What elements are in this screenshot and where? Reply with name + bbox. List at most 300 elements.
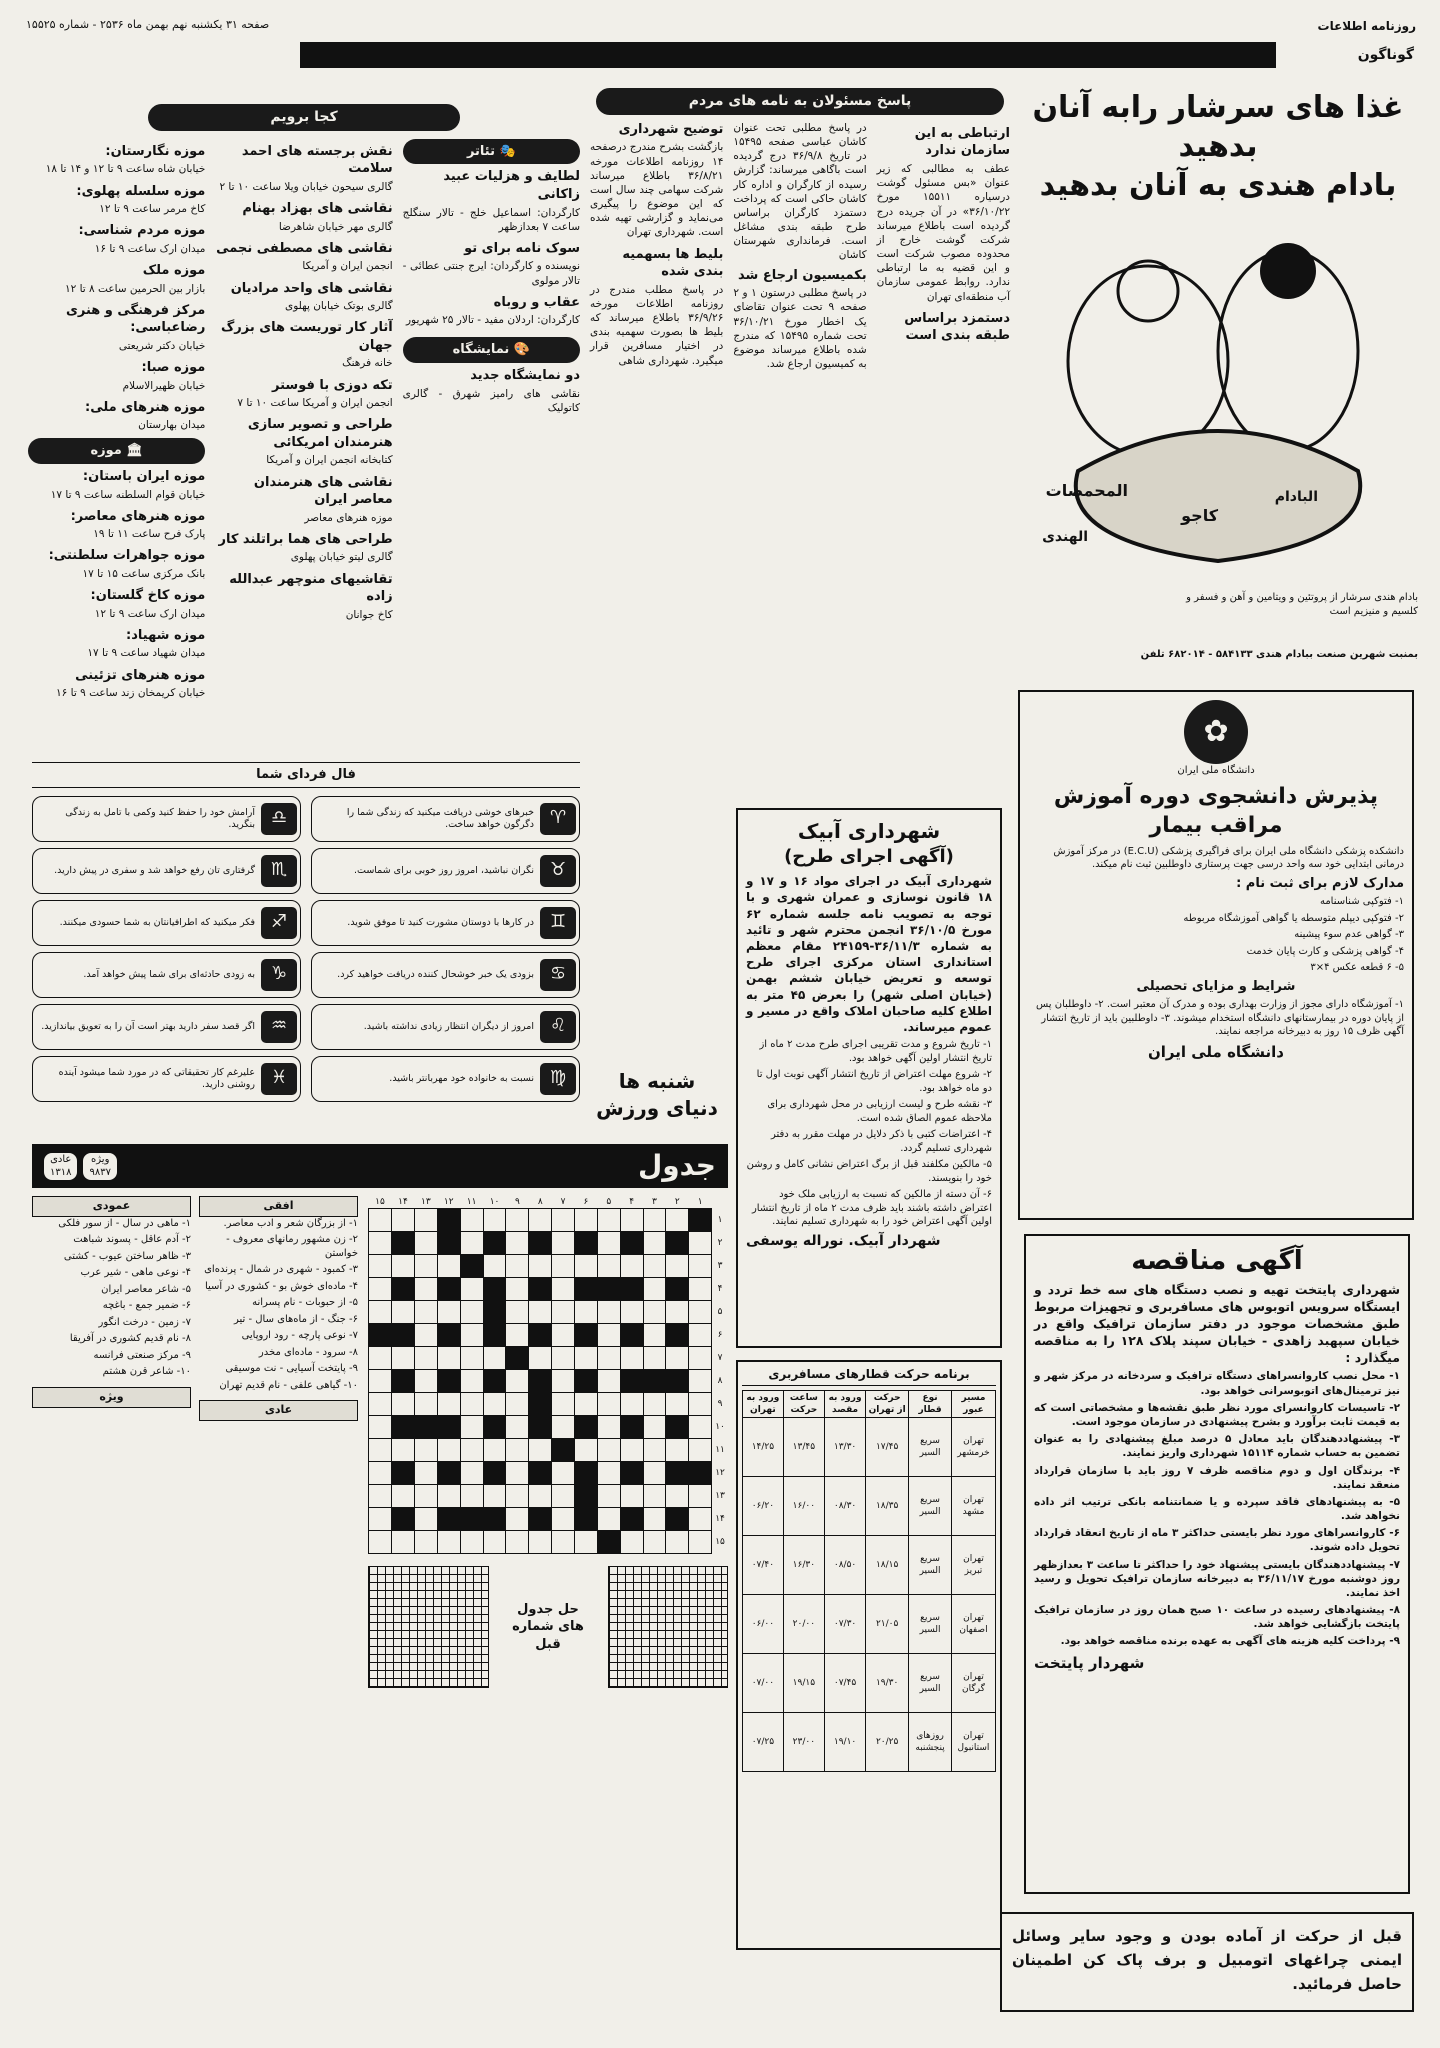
grid-cell[interactable] [620,1209,643,1232]
grid-cell[interactable] [552,1485,575,1508]
across-clue: ۱۰- گیاهی علفی - نام قدیم تهران [219,1379,358,1391]
train-column-header: نوع قطار [909,1391,952,1418]
grid-cell[interactable] [597,1209,620,1232]
gemini-icon: ♊ [540,907,576,939]
grid-cell[interactable] [689,1531,712,1554]
grid-cell[interactable] [666,1439,689,1462]
grid-cell[interactable] [620,1439,643,1462]
train-cell: ۱۸/۳۵ [866,1477,909,1536]
grid-cell[interactable] [597,1393,620,1416]
grid-cell[interactable] [666,1485,689,1508]
grid-cell[interactable] [620,1485,643,1508]
train-column-header: ورود به تهران [743,1391,784,1418]
grid-cell[interactable] [552,1462,575,1485]
train-cell: ۱۹/۱۵ [783,1654,824,1713]
grid-cell[interactable] [620,1531,643,1554]
across-label: افقی [199,1196,358,1217]
grid-cell[interactable] [575,1347,598,1370]
grid-black-cell [392,1278,415,1301]
grid-row-number: ۶ [717,1330,723,1341]
across-clue: ۴- ماده‌ای خوش بو - کشوری در آسیا [204,1280,358,1292]
grid-cell[interactable] [552,1370,575,1393]
grid-black-cell [483,1324,506,1347]
grid-cell[interactable] [643,1416,666,1439]
grid-cell[interactable] [414,1370,437,1393]
grid-cell[interactable] [643,1531,666,1554]
grid-cell[interactable] [414,1462,437,1485]
tender-item: ۶- کاروانسراهای مورد نظر بایستی حداکثر ۳ ماه از تاریخ انعقاد قرارداد تحویل داده شوند. [1034,1527,1400,1554]
grid-cell[interactable] [483,1393,506,1416]
grid-cell[interactable] [369,1508,392,1531]
grid-cell[interactable] [369,1232,392,1255]
grid-black-cell [620,1324,643,1347]
grid-cell[interactable] [643,1393,666,1416]
grid-cell[interactable] [597,1255,620,1278]
grid-cell[interactable] [689,1508,712,1531]
grid-cell[interactable] [552,1508,575,1531]
grid-cell[interactable] [643,1462,666,1485]
museum-label: 🏛 موزه [28,438,205,464]
tender-items [1034,1369,1400,1648]
grid-cell[interactable] [666,1301,689,1324]
grid-cell[interactable] [552,1232,575,1255]
train-cell: ۱۳/۳۰ [824,1418,865,1477]
train-schedule: برنامه حرکت قطارهای مسافربری مسیر عبور نوع قطار حرکت از تهران ورود به مقصد ساعت حرکت ورود به تهران تهران خرمشهر سریع السیر ۱۷/۴۵ ۱۳/۳۰ ۱۳/۴۵ ۱۴/۲۵ تهران مشهد سریع السیر ۱۸/۳۵ ۰۸/۳۰ ۱۶/۰۰ ۰۶/۲۰ تهران تبریز سریع السیر ۱۸/۱۵ ۰۸/۵۰ ۱۶/۳۰ ۰۷/۴۰ تهران اصفهان سریع السیر ۲۱/۰۵ ۰۷/۳۰ ۲۰/۰۰ ۰۶/۰۰ تهران گرگان سریع السیر ۱۹/۳۰ ۰۷/۴۵ ۱۹/۱۵ ۰۷/۰۰ تهران استانبول روزهای پنجشنبه ۲۰/۲۵ ۱۹/۱۰ ۲۳/۰۰ ۰۷/۲۵ [736,1360,1002,1950]
pisces-icon: ♓ [261,1063,297,1095]
train-cell: ۰۸/۳۰ [824,1477,865,1536]
grid-black-cell [575,1370,598,1393]
grid-cell[interactable] [689,1347,712,1370]
grid-cell[interactable] [529,1301,552,1324]
grid-black-cell [392,1232,415,1255]
train-cell: ۱۹/۱۰ [824,1713,865,1772]
tender-item: ۳- پیشنهاددهندگان باید معادل ۵ درصد مبلغ پیشنهادی را به عنوان تضمین به حساب شماره ۱۵۱۱۴ شهرداری واریز نمایند. [1034,1433,1400,1460]
train-cell: ۲۱/۰۵ [866,1595,909,1654]
almond-headline-1: غذا های سرشار رابه آنان بدهید [1032,90,1404,164]
grid-col-number: ۱۵ [375,1197,385,1207]
down-clue: ۸- نام قدیم کشوری در آفریقا [69,1333,191,1345]
bag-word-2: کاجو [1181,506,1218,525]
grid-cell[interactable] [506,1439,529,1462]
letters-section [590,88,1010,808]
grid-cell[interactable] [369,1416,392,1439]
grid-cell[interactable] [643,1324,666,1347]
grid-cell[interactable] [575,1531,598,1554]
grid-cell[interactable] [597,1347,620,1370]
whereto-col-museums: موزه نگارستان: خیابان شاه ساعت ۹ تا ۱۲ و ۱۴ تا ۱۸ موزه سلسله پهلوی: کاخ مرمر ساعت ۹ تا ۱۲ موزه مردم شناسی: میدان ارک ساعت ۹ تا ۱۶ موزه ملک بازار بین الحرمین ساعت ۸ تا ۱۲ مرکز فرهنگی و هنری رضاعباسی: خیابان دکتر شریعتی موزه صبا: خیابان ظهیرالاسلام موزه هنرهای ملی: میدان بهارستان 🏛 موزه موزه ایران باستان: خیابان قوام السلطنه ساعت ۹ تا ۱۷ موزه هنرهای معاصر: پارک فرح ساعت ۱۱ تا ۱۹ موزه جواهرات سلطنتی: بانک مرکزی ساعت ۱۵ تا ۱۷ موزه کاخ گلستان: میدان ارک ساعت ۹ تا ۱۲ موزه شهیاد: میدان شهیاد ساعت ۹ تا ۱۷ موزه هنرهای تزئینی خیابان کریمخان زند ساعت ۹ تا ۱۶ [28,139,205,706]
grid-row-number: ۱۵ [715,1537,725,1548]
palette-icon: 🎨 [513,342,531,358]
grid-cell[interactable] [483,1531,506,1554]
grid-cell[interactable] [483,1209,506,1232]
grid-cell[interactable] [552,1301,575,1324]
grid-cell[interactable] [597,1232,620,1255]
grid-cell[interactable] [369,1347,392,1370]
grid-cell[interactable] [552,1255,575,1278]
grid-cell[interactable] [483,1347,506,1370]
crossword-header [32,1144,728,1188]
grid-cell[interactable] [597,1301,620,1324]
grid-black-cell [483,1416,506,1439]
grid-cell[interactable] [414,1232,437,1255]
grid-cell[interactable] [460,1347,483,1370]
grid-cell[interactable] [460,1209,483,1232]
grid-cell[interactable] [414,1508,437,1531]
train-cell: ۱۸/۱۵ [866,1536,909,1595]
grid-cell[interactable] [437,1439,460,1462]
grid-black-cell [529,1416,552,1439]
grid-black-cell [437,1324,460,1347]
grid-row-number: ۴ [717,1284,723,1295]
horoscope-sign: ♎ آرامش خود را حفظ کنید وکمی با تامل به زندگی بنگرید. [32,796,301,842]
grid-row-number: ۱۴ [715,1514,725,1525]
grid-cell[interactable] [643,1232,666,1255]
horoscope-sign: ♋ بزودی یک خبر خوشحال کننده دریافت خواهید کرد. [311,952,580,998]
grid-black-cell [483,1301,506,1324]
train-row [743,1654,996,1713]
grid-cell[interactable] [529,1347,552,1370]
grid-black-cell [529,1393,552,1416]
scorpio-icon: ♏ [261,855,297,887]
train-row [743,1595,996,1654]
grid-cell[interactable] [620,1347,643,1370]
grid-cell[interactable] [392,1301,415,1324]
tender-item: ۲- تاسیسات کاروانسرای مورد نظر طبق نقشه‌ها و مشخصاتی است که به قیمت ثابت برآورد و بشرح پیشنهادی در سازمان موجود است. [1034,1401,1400,1428]
across-clue: ۶- جنگ - از ماه‌های سال - تیر [233,1313,358,1325]
grid-cell[interactable] [575,1301,598,1324]
grid-cell[interactable] [643,1508,666,1531]
grid-cell[interactable] [620,1301,643,1324]
grid-cell[interactable] [689,1324,712,1347]
grid-cell[interactable] [689,1370,712,1393]
tender-ad: آگهی مناقصه شهرداری پایتخت تهیه و نصب دستگاه های سه خط تردد و ایستگاه سرویس اتوبوس های مسافربری و تجهیزات مربوط طبق مشخصات موجود در دفتر سازمان ترافیک واقع در خیابان سپهبد زاهدی - خیابان سپند پلاک ۱۲۸ را به مناقصه میگذارد : ۱- محل نصب کاروانسراهای دستگاه ترافیک و سردخانه در مرکز شهر و نیز ترمینال‌های اتوبوسرانی خواهد بود. ۲- تاسیسات کاروانسرای مورد نظر طبق نقشه‌ها و مشخصاتی است که به قیمت ثابت برآورد و بشرح پیشنهادی در سازمان موجود است. ۳- پیشنهاددهندگان باید معادل ۵ درصد مبلغ پیشنهادی را به عنوان تضمین به حساب شماره ۱۵۱۱۴ شهرداری واریز نمایند. ۴- برندگان اول و دوم مناقصه ظرف ۷ روز باید با سازمان قرارداد منعقد نمایند. ۵- به پیشنهادهای فاقد سپرده و یا ضمانتنامه بانکی ترتیب اثر داده نخواهد شد. ۶- کاروانسراهای مورد نظر بایستی حداکثر ۳ ماه از تاریخ انعقاد قرارداد تحویل داده شوند. ۷- پیشنهاددهندگان بایستی پیشنهاد خود را حداکثر تا ساعت ۳ بعدازظهر روز دوشنبه مورخ ۳۶/۱۱/۱۷ به دبیرخانه سازمان ترافیک تحویل و رسید اخذ نمایند. ۸- پیشنهادهای رسیده در ساعت ۱۰ صبح همان روز در سازمان ترافیک پایتخت بازگشایی خواهد شد. ۹- پرداخت کلیه هزینه های آگهی به عهده برنده مناقصه خواهد بود. شهردار پایتخت [1024,1234,1410,1894]
grid-black-cell [414,1416,437,1439]
grid-cell[interactable] [529,1531,552,1554]
grid-cell[interactable] [689,1393,712,1416]
train-cell: ۰۶/۲۰ [743,1477,784,1536]
aquarius-icon: ♒ [261,1011,297,1043]
grid-row-number: ۱۱ [715,1445,725,1456]
grid-cell[interactable] [369,1393,392,1416]
grid-cell[interactable] [460,1232,483,1255]
grid-cell[interactable] [506,1209,529,1232]
down-clue: ۱- ماهی در سال - از سور فلکی [58,1217,191,1229]
train-cell: ۰۷/۴۰ [743,1536,784,1595]
issue-line: صفحه ۳۱ یکشنبه نهم بهمن ماه ۲۵۳۶ - شماره ۱۵۵۲۵ [26,18,270,31]
crossword-clues [32,1196,358,1688]
grid-cell[interactable] [369,1439,392,1462]
grid-cell[interactable] [552,1278,575,1301]
grid-black-cell [620,1370,643,1393]
down-clue: ۵- شاعر معاصر ایران [101,1283,191,1295]
grid-cell[interactable] [437,1485,460,1508]
grid-cell[interactable] [460,1301,483,1324]
grid-cell[interactable] [414,1531,437,1554]
grid-cell[interactable] [506,1393,529,1416]
grid-black-cell [552,1439,575,1462]
grid-cell[interactable] [392,1347,415,1370]
grid-cell[interactable] [392,1485,415,1508]
grid-cell[interactable] [643,1209,666,1232]
down-clue: ۶- ضمیر جمع - باغچه [102,1300,191,1312]
grid-cell[interactable] [597,1439,620,1462]
grid-cell[interactable] [506,1232,529,1255]
grid-cell[interactable] [666,1209,689,1232]
train-cell: سریع السیر [909,1595,952,1654]
grid-black-cell [437,1462,460,1485]
train-cell: تهران استانبول [951,1713,995,1772]
grid-cell[interactable] [483,1439,506,1462]
train-column-header: مسیر عبور [951,1391,995,1418]
horoscope-sign: ♒ اگر قصد سفر دارید بهتر است آن را به تعویق بیاندازید. [32,1004,301,1050]
grid-cell[interactable] [414,1439,437,1462]
grid-cell[interactable] [506,1531,529,1554]
grid-cell[interactable] [689,1439,712,1462]
grid-black-cell [437,1370,460,1393]
exhibition-label: 🎨 نمایشگاه [403,337,580,363]
train-cell: ۰۷/۴۵ [824,1654,865,1713]
grid-cell[interactable] [552,1347,575,1370]
train-cell: ۲۳/۰۰ [783,1713,824,1772]
grid-cell[interactable] [689,1232,712,1255]
grid-cell[interactable] [643,1439,666,1462]
grid-col-number: ۸ [537,1197,543,1207]
grid-cell[interactable] [552,1209,575,1232]
grid-cell[interactable] [506,1416,529,1439]
grid-cell[interactable] [666,1531,689,1554]
grid-cell[interactable] [460,1531,483,1554]
horoscope-sign: ♊ در کارها با دوستان مشورت کنید تا موفق شوید. [311,900,580,946]
grid-cell[interactable] [597,1324,620,1347]
grid-black-cell [392,1324,415,1347]
grid-cell[interactable] [552,1416,575,1439]
horoscope-sign: ♑ به زودی حادثه‌ای برای شما پیش خواهد آمد. [32,952,301,998]
across-label-normal: عادی [199,1400,358,1421]
grid-cell[interactable] [575,1439,598,1462]
tender-item: ۱- محل نصب کاروانسراهای دستگاه ترافیک و سردخانه در مرکز شهر و نیز ترمینال‌های اتوبوسرانی خواهد بود. [1034,1370,1400,1397]
grid-cell[interactable] [414,1485,437,1508]
paper-name: روزنامه اطلاعات [1317,19,1416,33]
grid-cell[interactable] [392,1209,415,1232]
grid-cell[interactable] [666,1255,689,1278]
grid-black-cell [483,1370,506,1393]
grid-cell[interactable] [414,1278,437,1301]
grid-cell[interactable] [414,1255,437,1278]
grid-cell[interactable] [506,1301,529,1324]
train-row [743,1418,996,1477]
grid-cell[interactable] [552,1393,575,1416]
letter-item: توضیح شهرداری بازگشت بشرح مندرج درصفحه ۱۴ روزنامه اطلاعات مورخه ۳۶/۸/۲۱ باطلاع میرساند شرکت سهامی چند سال است که این موضوع را پیگیری می‌نماید و گزارشی تهیه شده است. شهرداری تهران [590,121,724,239]
grid-cell[interactable] [689,1416,712,1439]
train-column-header: ورود به مقصد [824,1391,865,1418]
grid-cell[interactable] [529,1255,552,1278]
grid-cell[interactable] [597,1508,620,1531]
grid-cell[interactable] [483,1485,506,1508]
grid-cell[interactable] [392,1531,415,1554]
grid-black-cell [529,1324,552,1347]
grid-cell[interactable] [597,1485,620,1508]
grid-cell[interactable] [369,1301,392,1324]
grid-black-cell [689,1462,712,1485]
grid-cell[interactable] [597,1416,620,1439]
grid-cell[interactable] [414,1301,437,1324]
grid-cell[interactable] [575,1255,598,1278]
train-cell: روزهای پنجشنبه [909,1713,952,1772]
grid-cell[interactable] [369,1485,392,1508]
crossword-grid[interactable] [368,1196,728,1554]
grid-cell[interactable] [575,1393,598,1416]
grid-black-cell [529,1232,552,1255]
whereto-section [28,104,580,744]
horoscope-section [32,762,580,1132]
grid-cell[interactable] [392,1439,415,1462]
masthead-rule [300,42,1276,68]
grid-row-number: ۲ [717,1238,723,1249]
grid-cell[interactable] [643,1255,666,1278]
grid-cell[interactable] [552,1531,575,1554]
horoscope-sign: ♐ فکر میکنید که اطرافیانتان به شما حسودی میکنند. [32,900,301,946]
grid-black-cell [392,1416,415,1439]
grid-cell[interactable] [643,1278,666,1301]
train-cell: سریع السیر [909,1536,952,1595]
letter-item: دستمزد براساس طبقه بندی است در پاسخ مطلبی تحت عنوان کاشان عباسی صفحه ۱۵۴۹۵ در تاریخ ۳۶/۹/۸ درج گردیده است باگاهی میرساند: گزارش رسیده از کارگران و اداره کار کاشان حاکی است که پرداخت دستمزد کارگران براساس طرح طبقه بندی مشاغل است. فرمانداری شهرستان کاشان [733,121,1010,344]
grid-cell[interactable] [643,1301,666,1324]
grid-cell[interactable] [460,1462,483,1485]
train-cell: ۰۶/۰۰ [743,1595,784,1654]
grid-cell[interactable] [552,1324,575,1347]
aries-icon: ♈ [540,803,576,835]
grid-cell[interactable] [437,1301,460,1324]
grid-cell[interactable] [369,1370,392,1393]
grid-cell[interactable] [460,1485,483,1508]
grid-cell[interactable] [392,1393,415,1416]
train-cell: ۱۹/۳۰ [866,1654,909,1713]
train-cell: تهران گرگان [951,1654,995,1713]
grid-black-cell [666,1232,689,1255]
leo-icon: ♌ [540,1011,576,1043]
grid-cell[interactable] [689,1278,712,1301]
grid-cell[interactable] [506,1255,529,1278]
grid-cell[interactable] [460,1439,483,1462]
grid-cell[interactable] [460,1393,483,1416]
grid-cell[interactable] [460,1416,483,1439]
train-cell: تهران اصفهان [951,1595,995,1654]
grid-cell[interactable] [597,1462,620,1485]
taurus-icon: ♉ [540,855,576,887]
whereto-col-exhibits: نقش برجسته های احمد سلامت گالری سیحون خیابان ویلا ساعت ۱۰ تا ۲ نقاشی های بهزاد بهنام گالری مهر خیابان شاهرضا نقاشی های مصطفی نجمی انجمن ایران و آمریکا نقاشی های واحد مرادیان گالری بوتک خیابان پهلوی آثار کار توریست های بزرگ جهان خانه فرهنگ تکه دوزی با فوستر انجمن ایران و آمریکا ساعت ۱۰ تا ۷ طراحی و تصویر سازی هنرمندان امریکائی کتابخانه انجمن ایران و آمریکا نقاشی های هنرمندان معاصر ایران موزه هنرهای معاصر طراحی های هما براتلند کار گالری لیتو خیابان پهلوی تقاشیهای منوچهر عبدالله زاده کاخ جوانان [216,143,393,621]
whereto-title: کجا برویم [148,104,460,131]
grid-black-cell [392,1462,415,1485]
horoscope-title: فال فردای شما [32,762,580,788]
masthead [26,14,1416,44]
grid-cell[interactable] [689,1301,712,1324]
grid-cell[interactable] [414,1324,437,1347]
grid-cell[interactable] [369,1209,392,1232]
grid-cell[interactable] [666,1347,689,1370]
grid-cell[interactable] [414,1209,437,1232]
grid-cell[interactable] [437,1531,460,1554]
grid-black-cell [575,1278,598,1301]
grid-cell[interactable] [369,1531,392,1554]
grid-cell[interactable] [506,1485,529,1508]
grid-cell[interactable] [506,1324,529,1347]
almond-illustration [1018,211,1418,591]
grid-black-cell [483,1232,506,1255]
grid-cell[interactable] [689,1255,712,1278]
grid-black-cell [529,1462,552,1485]
down-clue: ۴- نوعی ماهی - شیر عرب [80,1267,191,1279]
grid-cell[interactable] [506,1462,529,1485]
grid-cell[interactable] [506,1508,529,1531]
train-cell: تهران خرمشهر [951,1418,995,1477]
grid-black-cell [529,1508,552,1531]
grid-cell[interactable] [529,1439,552,1462]
almond-ad [1018,88,1418,660]
grid-cell[interactable] [506,1278,529,1301]
tender-item: ۷- پیشنهاددهندگان بایستی پیشنهاد خود را حداکثر تا ساعت ۳ بعدازظهر روز دوشنبه مورخ ۳۶/۱۱/۱۷ به دبیرخانه سازمان ترافیک تحویل و رسید اخذ نمایند. [1034,1558,1400,1599]
grid-cell[interactable] [529,1485,552,1508]
grid-cell[interactable] [437,1255,460,1278]
down-clue: ۲- آدم عاقل - پسوند شباهت [73,1234,191,1246]
grid-cell[interactable] [506,1370,529,1393]
grid-cell[interactable] [643,1347,666,1370]
grid-cell[interactable] [643,1485,666,1508]
grid-cell[interactable] [666,1393,689,1416]
grid-col-number: ۴ [629,1197,635,1207]
grid-col-number: ۲ [674,1197,680,1207]
grid-cell[interactable] [460,1370,483,1393]
grid-cell[interactable] [460,1324,483,1347]
grid-cell[interactable] [392,1255,415,1278]
grid-cell[interactable] [414,1393,437,1416]
grid-cell[interactable] [369,1278,392,1301]
train-cell: سریع السیر [909,1477,952,1536]
grid-cell[interactable] [483,1255,506,1278]
sports-banner: شنبه ها دنیای ورزش [596,1069,718,1120]
grid-black-cell [575,1324,598,1347]
grid-black-cell [437,1232,460,1255]
grid-black-cell [575,1462,598,1485]
grid-cell[interactable] [620,1255,643,1278]
grid-cell[interactable] [529,1209,552,1232]
train-row [743,1536,996,1595]
prev-solution-grid-2 [368,1566,489,1688]
grid-cell[interactable] [460,1278,483,1301]
letters-columns [590,121,1010,791]
grid-cell[interactable] [369,1462,392,1485]
grid-black-cell [666,1416,689,1439]
letter-item: بکمیسیون ارجاع شد در پاسخ مطلبی درستون ۱ و ۲ صفحه ۹ تحت عنوان تقاضای یک اخطار مورخ ۳۶/۱۰/۲۱ تحت شماره ۱۵۴۹۵ که مندرج شده باطلاع میرساند موضوع به کمیسیون ارجاع شد. [733,267,867,371]
grid-cell[interactable] [414,1347,437,1370]
grid-black-cell [437,1416,460,1439]
grid-black-cell [460,1508,483,1531]
grid-black-cell [666,1370,689,1393]
bag-word-1: المحمصات [1045,481,1128,500]
grid-cell[interactable] [437,1393,460,1416]
grid-cell[interactable] [575,1209,598,1232]
grid-cell[interactable] [689,1485,712,1508]
grid-black-cell [460,1255,483,1278]
grid-cell[interactable] [597,1370,620,1393]
train-cell: ۰۷/۳۰ [824,1595,865,1654]
grid-cell[interactable] [369,1255,392,1278]
grid-cell[interactable] [620,1393,643,1416]
grid-cell[interactable] [437,1347,460,1370]
tender-item: ۸- پیشنهادهای رسیده در ساعت ۱۰ صبح همان روز در سازمان ترافیک پایتخت بازگشایی خواهد شد. [1034,1604,1400,1631]
grid-black-cell [575,1485,598,1508]
grid-black-cell [529,1370,552,1393]
train-column-header: ساعت حرکت [783,1391,824,1418]
